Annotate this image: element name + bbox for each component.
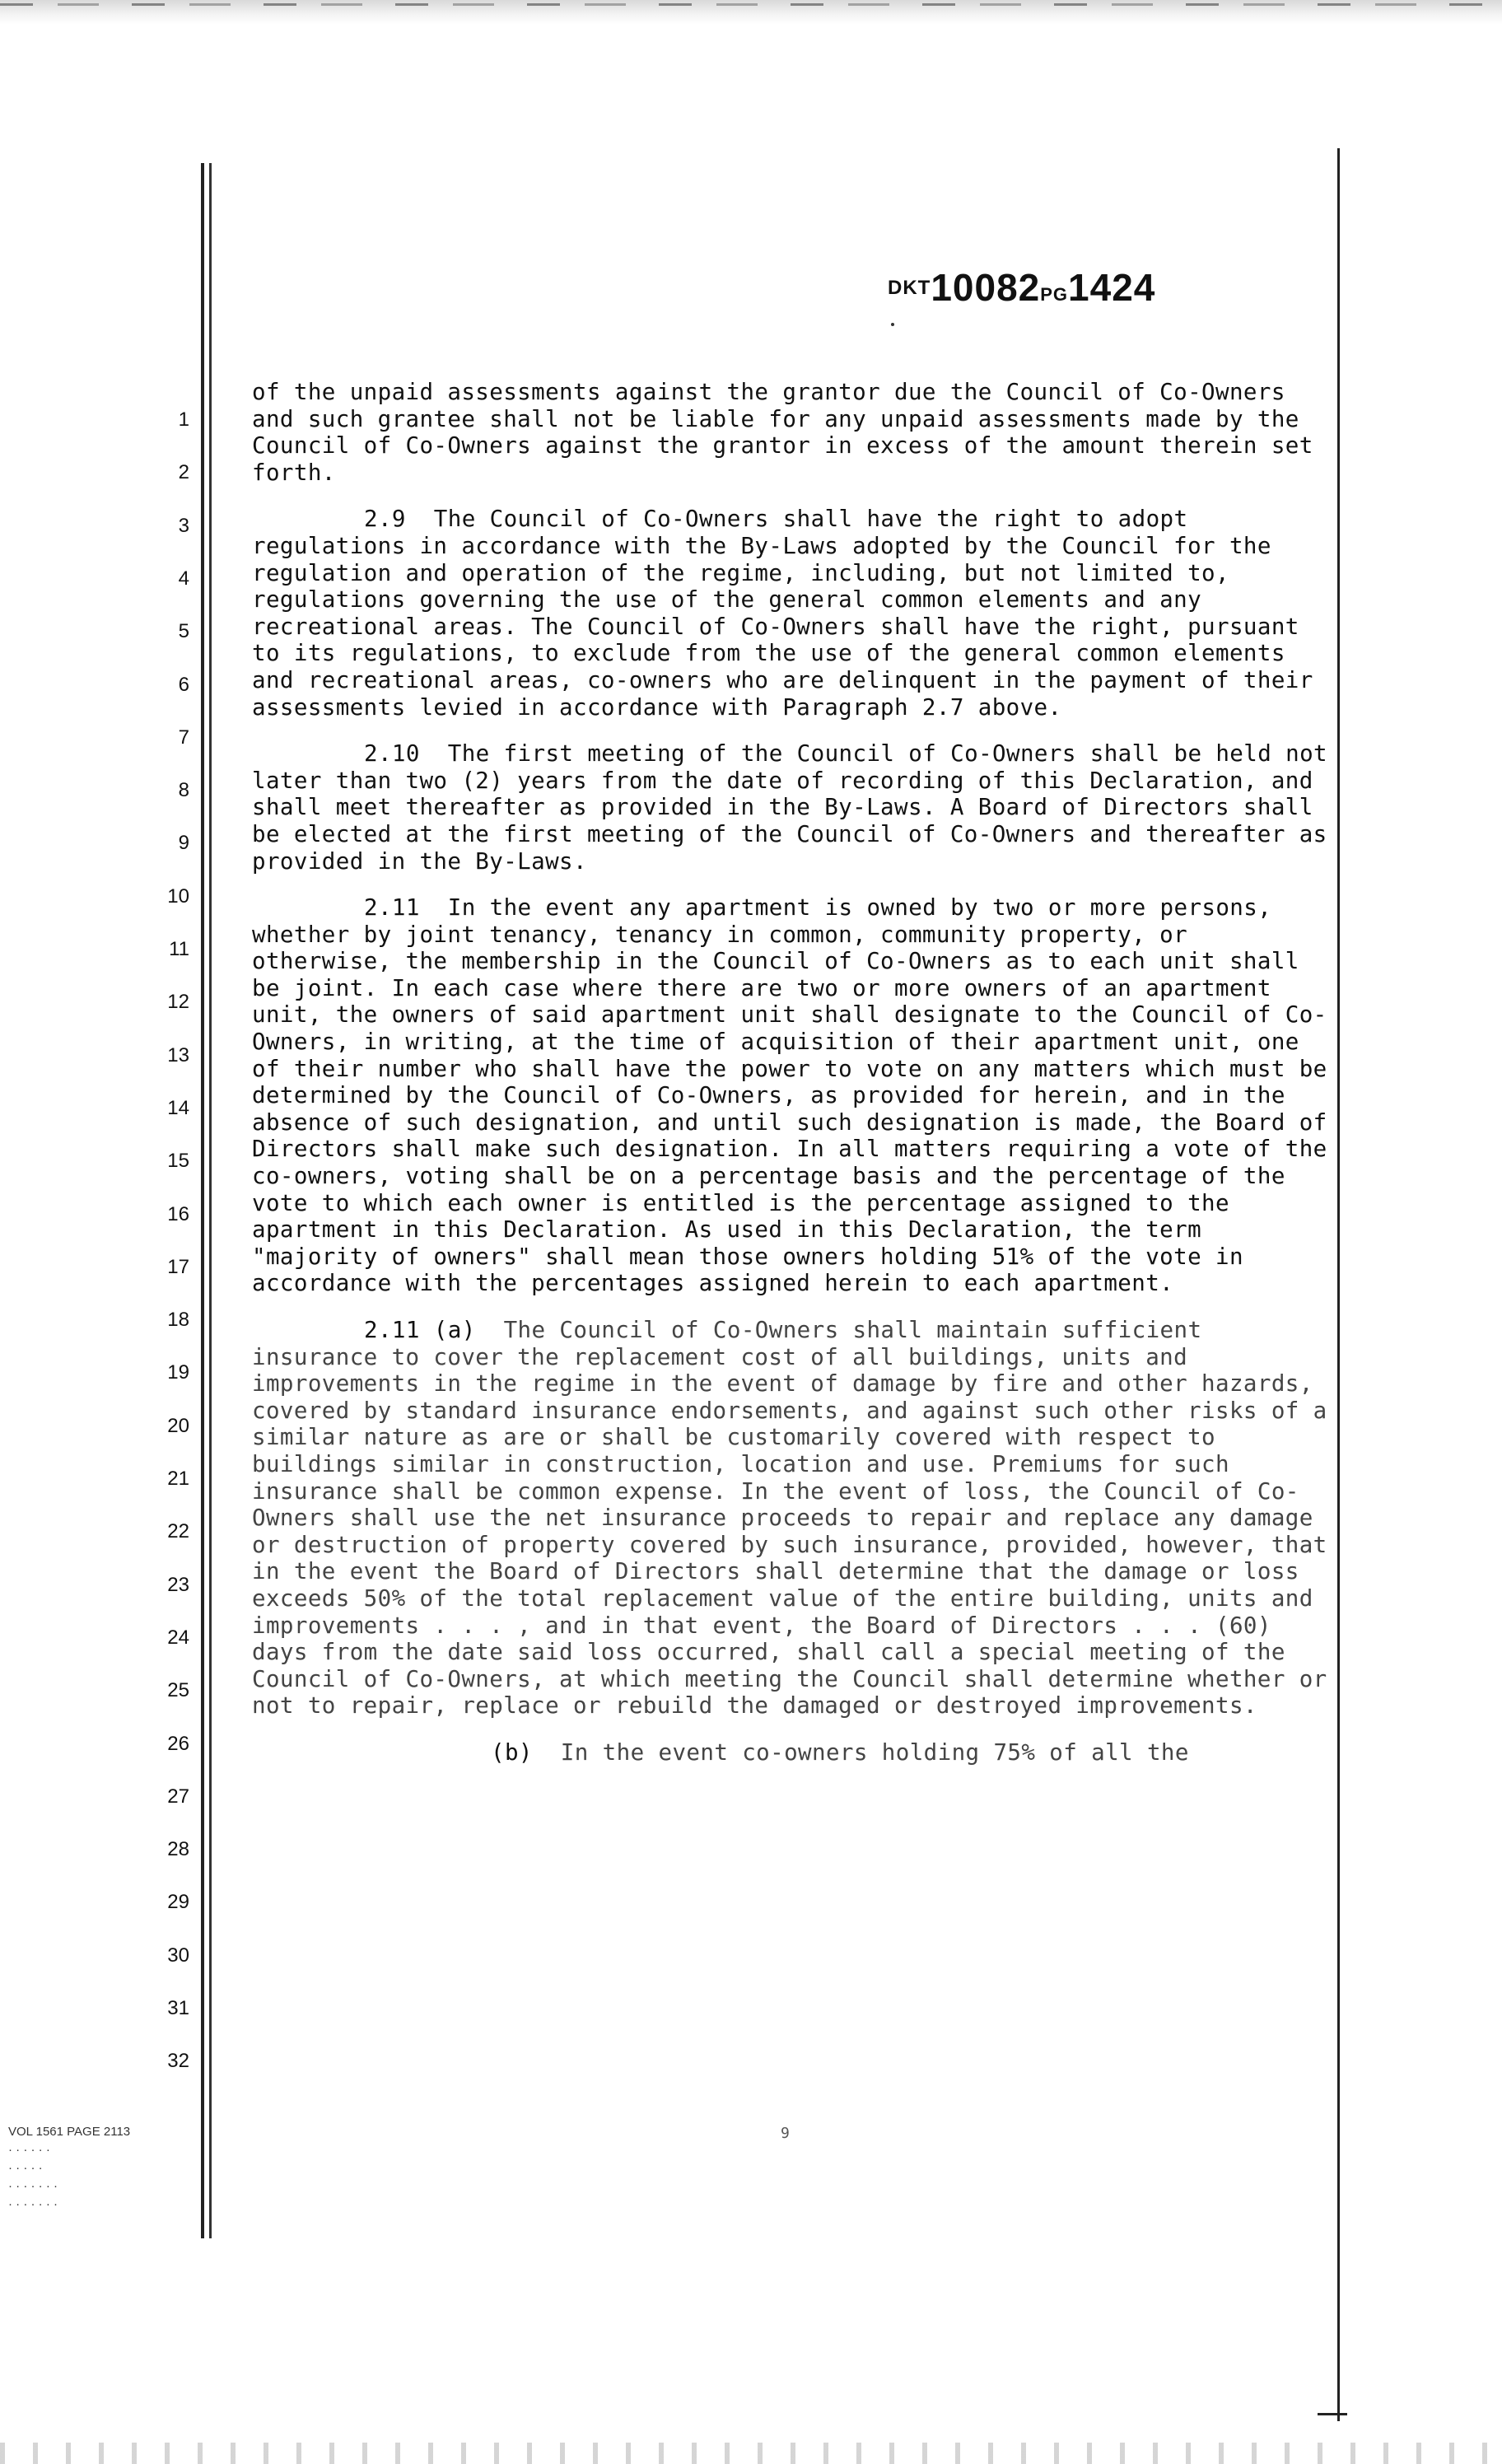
line-number: 23: [167, 1573, 189, 1596]
line-number: 30: [167, 1944, 189, 1967]
line-number: 32: [167, 2050, 189, 2073]
line-number: 19: [167, 1361, 189, 1384]
stamp-line: VOL 1561 PAGE 2113: [8, 2125, 131, 2139]
paragraph-text: of the unpaid assessments against the grantor due the Council of Co-Owners and such grantee shall not be liable for any unpaid assessments made by the Council of Co-Owners against the grantor in excess of the amount therein set forth.: [252, 379, 1313, 486]
line-number: 1: [178, 408, 189, 431]
paragraph-text: In the event any apartment is owned by two or more persons, whether by joint tenancy, tenancy in common, community property, or otherwise, the membership in the Council of Co-Owners as to each unit shall be joint. In each case where there are two or more owners of an apartment unit, the owners of said apartment unit shall designate to the Council of Co-Owners, in writing, at the time of acquisition of their apartment unit, one of their number who shall have the power to vote on any matters which must be determined by the Council of Co-Owners, as provided for herein, and in the absence of such designation, and until such designation is made, the Board of Directors shall make such designation. In all matters requiring a vote of the co-owners, voting shall be on a percentage basis and the percentage of the vote to which each owner is entitled is the percentage assigned to the apartment in this Declaration. As used in this Declaration, the term "majority of owners" shall mean those owners holding 51% of the vote in accordance with the percentages assigned herein to each apartment.: [252, 894, 1327, 1297]
docket-page-stamp: [888, 265, 1155, 310]
line-number: 14: [167, 1096, 189, 1119]
line-number: 24: [167, 1626, 189, 1649]
line-number: 17: [167, 1255, 189, 1278]
left-margin-rule-inner: [209, 163, 212, 2238]
line-number: 7: [178, 726, 189, 749]
line-number: 5: [178, 620, 189, 643]
recording-stamp: [8, 2123, 231, 2214]
line-number: 3: [178, 514, 189, 537]
stamp-line: · · · · · ·: [8, 2143, 50, 2157]
line-number: 6: [178, 673, 189, 696]
left-margin-rule: [201, 163, 204, 2238]
line-number: 16: [167, 1202, 189, 1225]
scan-artifact-top: [0, 0, 1502, 25]
paragraph-text: The first meeting of the Council of Co-Owners shall be held not later than two (2) years from the date of recording of this Declaration, and shall meet thereafter as provided in the By-Laws. A Board of Directors shall be elected at the first meeting of the Council of Co-Owners and thereafter as provided in the By-Laws.: [252, 740, 1328, 875]
scan-artifact-bottom: [0, 2443, 1502, 2464]
paragraph-number: 2.9: [364, 506, 406, 533]
document-body: [252, 379, 1331, 1786]
paragraph-number: 2.10: [364, 740, 420, 768]
line-number: 10: [167, 884, 189, 908]
stamp-line: · · · · · · ·: [8, 2197, 58, 2211]
line-number: 8: [178, 779, 189, 802]
stray-mark: [891, 323, 894, 326]
line-number: 28: [167, 1838, 189, 1861]
line-number: 21: [167, 1468, 189, 1490]
line-number: 13: [167, 1043, 189, 1066]
paragraph-continued: [252, 379, 1331, 486]
line-number: 20: [167, 1414, 189, 1437]
line-number: 12: [167, 991, 189, 1014]
paragraph-text: The Council of Co-Owners shall have the right to adopt regulations in accordance with the By-Laws adopted by the Council for the regulation and operation of the regime, including, but not limited to, regulations governing the use of the general common elements and any recreational areas. The Council of Co-Owners shall have the right, pursuant to its regulations, to exclude from the use of the general common elements and recreational areas, co-owners who are delinquent in the payment of their assessments levied in accordance with Paragraph 2.7 above.: [252, 506, 1313, 721]
paragraph-text: The Council of Co-Owners shall maintain sufficient insurance to cover the replacement cost of all buildings, units and improvements in the regime in the event of damage by fire and other hazards, covered by standard insurance endorsements, and against such other risks of a similar nature as are or shall be customarily covered with respect to buildings similar in construction, location and use. Premiums for such insurance shall be common expense. In the event of loss, the Council of Co-Owners shall use the net insurance proceeds to repair and replace any damage or destruction of property covered by such insurance, provided, however, that in the event the Board of Directors shall determine that the damage or loss exceeds 50% of the total replacement value of the entire building, units and improvements . . . , and in that event, the Board of Directors . . . (60) days from the date said loss occurred, shall call a special meeting of the Council of Co-Owners, at which meeting the Council shall determine whether or not to repair, replace or rebuild the damaged or destroyed improvements.: [252, 1317, 1327, 1720]
right-margin-tick: [1318, 2413, 1347, 2415]
page-mark: 9: [781, 2125, 790, 2142]
paragraph-2-9: [252, 506, 1331, 721]
paragraph-2-11-b: [252, 1739, 1331, 1766]
line-number: 11: [169, 938, 189, 960]
line-number: 9: [178, 832, 189, 855]
paragraph-text: In the event co-owners holding 75% of all the: [560, 1738, 1189, 1766]
line-number: 15: [167, 1150, 189, 1173]
line-number: 29: [167, 1891, 189, 1914]
line-number: 26: [167, 1732, 189, 1755]
line-number: 25: [167, 1679, 189, 1702]
page-number: 1424: [1068, 266, 1156, 309]
line-number: 27: [167, 1785, 189, 1808]
line-number: 4: [178, 567, 189, 590]
docket-prefix: DKT: [888, 277, 931, 299]
line-number: 22: [167, 1520, 189, 1543]
paragraph-number: 2.11: [364, 894, 420, 922]
paragraph-number: (b): [491, 1738, 533, 1766]
paragraph-2-11: [252, 894, 1331, 1297]
docket-number: 10082: [931, 266, 1041, 309]
line-number: 31: [167, 1997, 189, 2019]
line-number: 18: [167, 1309, 189, 1332]
paragraph-number: 2.11 (a): [364, 1317, 476, 1343]
right-margin-rule: [1337, 148, 1340, 2421]
page-prefix: PG: [1040, 284, 1069, 305]
stamp-line: · · · · · · ·: [8, 2179, 58, 2193]
paragraph-2-10: [252, 740, 1331, 875]
stamp-line: · · · · ·: [8, 2161, 43, 2175]
line-number: 2: [178, 461, 189, 484]
paragraph-2-11-a: [252, 1317, 1331, 1720]
